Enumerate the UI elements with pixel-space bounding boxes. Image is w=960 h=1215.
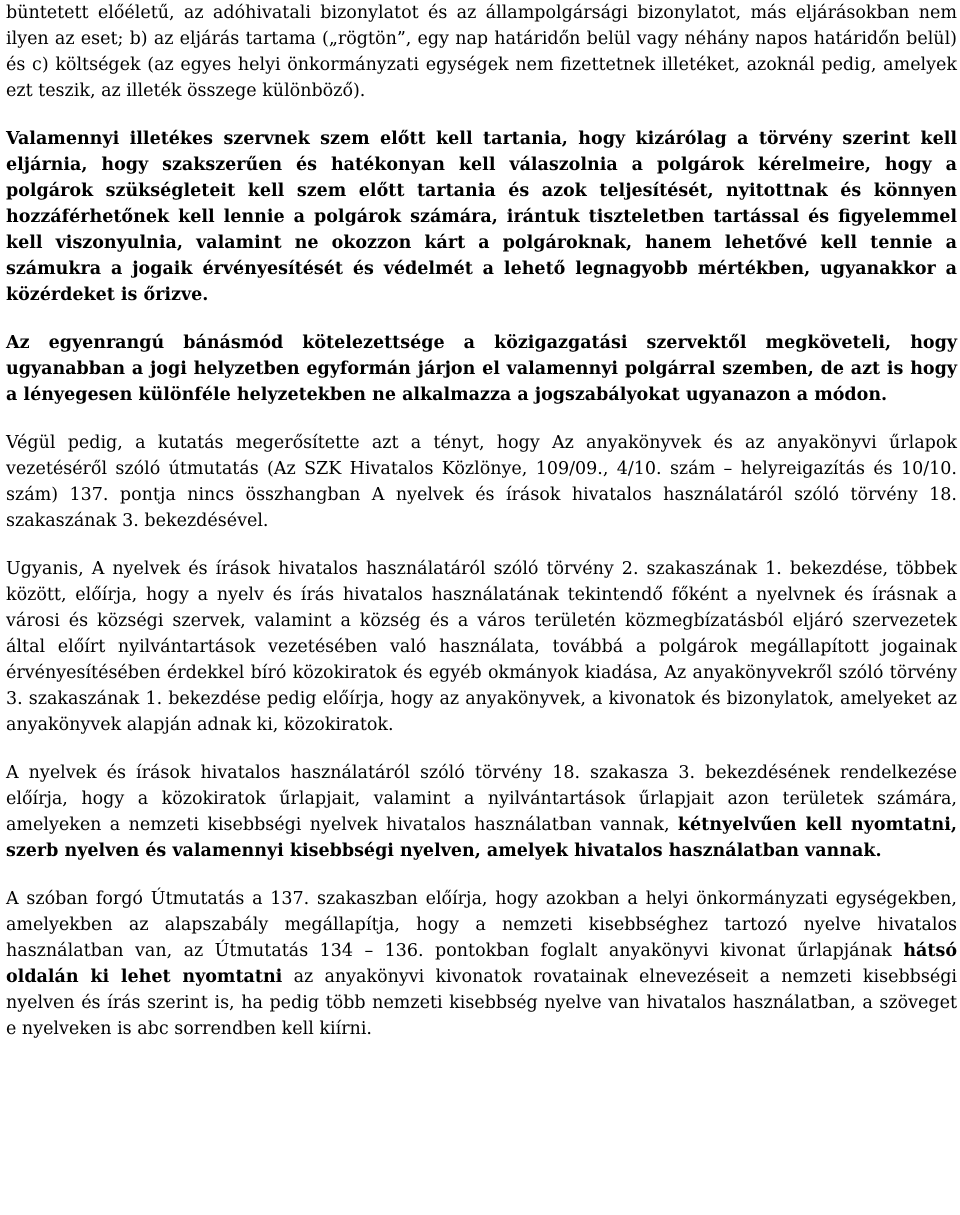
guideline-emphasis: hátsó oldalán ki lehet nyomtatni: [6, 941, 957, 987]
paragraph-competent-authorities: Valamennyi illetékes szervnek szem előtt kell tartania, hogy kizárólag a törvény szerint kell eljárnia, hogy szakszerűen és hatékonyan kell válaszolnia a polgárok kérelmeire, hogy a polgárok szükségleteit kell szem előtt tartania és azok teljesítését, nyitottnak és könnyen hozzáférhetőnek kell lennie a polgárok számára, irántuk tiszteletben tartással és figyelemmel kell viszonyulnia, valamint ne okozzon kárt a polgároknak, hanem lehetővé kell tennie a számukra a jogaik érvényesítését és védelmét a lehető legnagyobb mértékben, ugyanakkor a közérdeket is őrizve.: [6, 129, 957, 305]
guideline-text-after: az anyakönyvi kivonatok rovatainak elnevezéseit a nemzeti kisebbségi nyelven és írás szerint is, ha pedig több nemzeti kisebbség nyelve van hivatalos használatban, a szöveget e nyelveken is abc sorrendben kell kiírni.: [6, 967, 957, 1039]
guideline-text-before: A szóban forgó Útmutatás a 137. szakaszban előírja, hogy azokban a helyi önkormányzati egységekben, amelyekben az alapszabály megállapítja, hogy a nemzeti kisebbséghez tartozó nyelve hivatalos használatban van, az Útmutatás 134 – 136. pontokban foglalt anyakönyvi kivonat űrlapjának: [6, 889, 957, 961]
bilingual-forms-emphasis: kétnyelvűen kell nyomtatni, szerb nyelven és valamennyi kisebbségi nyelven, amelyek hivatalos használatban vannak.: [6, 815, 957, 861]
paragraph-official-language-use: Ugyanis, A nyelvek és írások hivatalos használatáról szóló törvény 2. szakaszának 1. bekezdése, többek között, előírja, hogy a nyelv és írás hivatalos használatának tekintendő főként a nyelvnek és írásnak a városi és községi szervek, valamint a község és a város területén közmegbízatásból eljáró szervezetek által előírt nyilvántartások vezetésében való használata, továbbá a polgárok megállapított jogainak érvényesítésében érdekkel bíró közokiratok és egyéb okmányok kiadása, Az anyakönyvekről szóló törvény 3. szakaszának 1. bekezdése pedig előírja, hogy az anyakönyvek, a kivonatok és bizonylatok, amelyeket az anyakönyvek alapján adnak ki, közokiratok.: [6, 559, 957, 735]
paragraph-bilingual-forms: [6, 760, 957, 864]
paragraph-research-finding: Végül pedig, a kutatás megerősítette azt a tényt, hogy Az anyakönyvek és az anyakönyvi űrlapok vezetéséről szóló útmutatás (Az SZK Hivatalos Közlönye, 109/09., 4/10. szám – helyreigazítás és 10/10. szám) 137. pontja nincs összhangban A nyelvek és írások hivatalos használatáról szóló törvény 18. szakaszának 3. bekezdésével.: [6, 433, 957, 531]
paragraph-guideline-137: [6, 886, 957, 1042]
paragraph-equal-treatment: Az egyenrangú bánásmód kötelezettsége a közigazgatási szervektől megköveteli, hogy ugyanabban a jogi helyzetben egyformán járjon el valamennyi polgárral szemben, de azt is hogy a lényegesen különféle helyzetekben ne alkalmazza a jogszabályokat ugyanazon a módon.: [6, 333, 957, 405]
paragraph-document-requirements: büntetett előéletű, az adóhivatali bizonylatot és az állampolgársági bizonylatot, más eljárásokban nem ilyen az eset; b) az eljárás tartama („rögtön”, egy nap határidőn belül vagy néhány napos határidőn belül) és c) költségek (az egyes helyi önkormányzati egységek nem fizettetnek illetéket, azoknál pedig, amelyek ezt teszik, az illeték összege különböző).: [6, 3, 957, 101]
bilingual-forms-text: A nyelvek és írások hivatalos használatáról szóló törvény 18. szakasza 3. bekezdésének rendelkezése előírja, hogy a közokiratok űrlapjait, valamint a nyilvántartások űrlapjait azon területek számára, amelyeken a nemzeti kisebbségi nyelvek hivatalos használatban vannak,: [6, 763, 957, 835]
